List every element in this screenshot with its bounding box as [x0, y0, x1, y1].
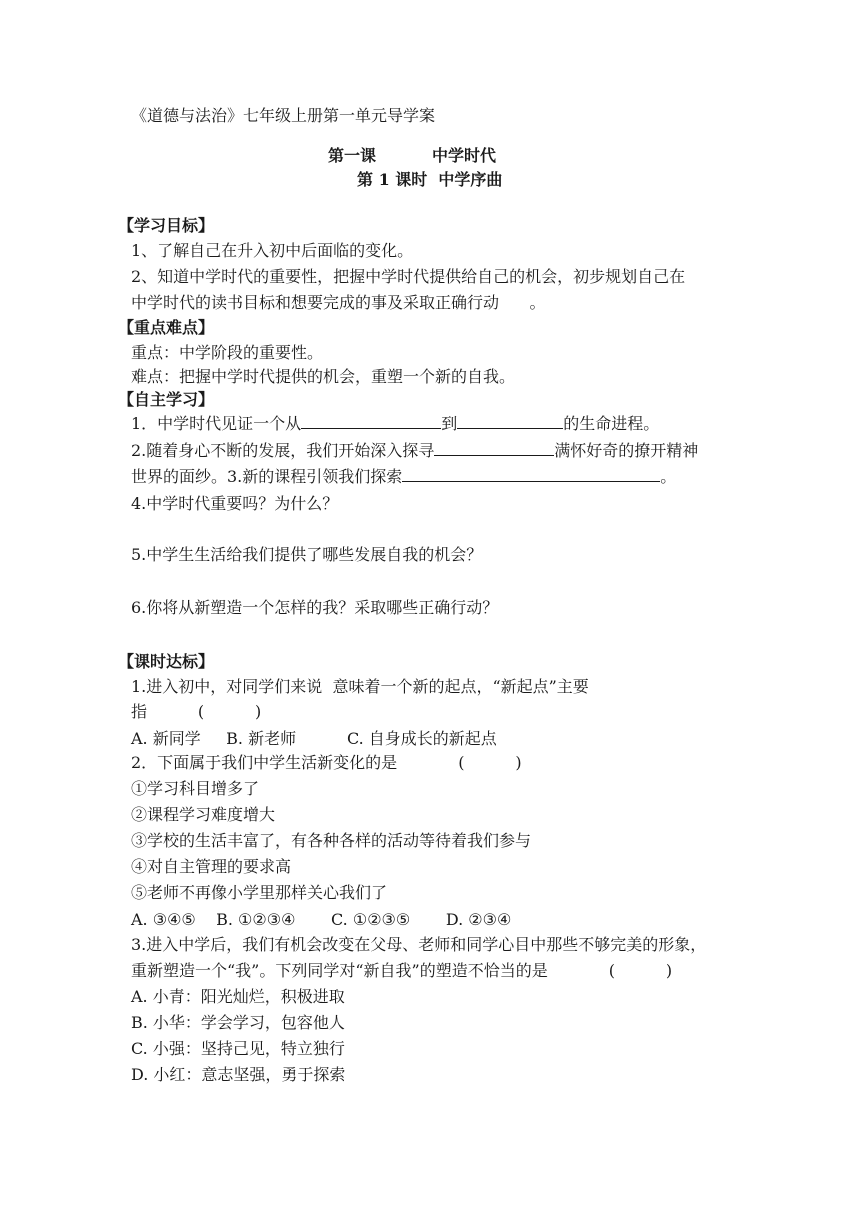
practice-q1-stem: 1.进入初中，对同学们来说 意味着一个新的起点，“新起点”主要 [131, 677, 589, 696]
self-study-q6: 6.你将从新塑造一个怎样的我？采取哪些正确行动？ [131, 598, 499, 617]
practice-q2-item: ③学校的生活丰富了，有各种各样的活动等待着我们参与 [131, 831, 532, 850]
practice-q3-stem-continued: 重新塑造一个“我”。下列同学对“新自我”的塑造不恰当的是 ( ) [131, 961, 673, 980]
q1-text-a: 1．中学时代见证一个从 [131, 414, 302, 433]
practice-q2-options: A. ③④⑤ B. ①②③④ C. ①②③⑤ D. ②③④ [131, 910, 512, 929]
period-title: 第 1 课时 中学序曲 [357, 170, 503, 189]
practice-q2-stem: 2．下面属于我们中学生活新变化的是 ( ) [131, 753, 522, 772]
self-study-q1 [131, 414, 659, 434]
fill-blank[interactable] [402, 467, 660, 482]
practice-q1-options: A. 新同学 B. 新老师 C. 自身成长的新起点 [131, 729, 497, 748]
goal-item-continued: 中学时代的读书目标和想要完成的事及采取正确行动 。 [131, 293, 546, 312]
q2-text-b: 满怀好奇的撩开精神 [554, 441, 699, 460]
section-heading-key: 【重点难点】 [118, 318, 215, 337]
fill-blank[interactable] [434, 441, 554, 456]
q2-text-c: 世界的面纱。3.新的课程引领我们探索 [131, 467, 403, 486]
section-heading-goals: 【学习目标】 [118, 216, 215, 235]
practice-q2-item: ④对自主管理的要求高 [131, 857, 292, 876]
lesson-name: 中学时代 [432, 146, 497, 165]
practice-q1-stem-continued: 指 ( ) [131, 702, 262, 721]
self-study-q2-q3 [131, 467, 676, 487]
practice-q2-item: ①学习科目增多了 [131, 779, 260, 798]
q2-text-d: 。 [660, 467, 677, 486]
goal-item: 2、知道中学时代的重要性，把握中学时代提供给自己的机会，初步规划自己在 [131, 267, 686, 286]
self-study-q5: 5.中学生生活给我们提供了哪些发展自我的机会？ [131, 545, 483, 564]
goal-item: 1、了解自己在升入初中后面临的变化。 [131, 241, 414, 260]
q1-text-c: 的生命进程。 [563, 414, 660, 433]
fill-blank[interactable] [457, 414, 563, 429]
practice-q3-option: D. 小红：意志坚强，勇于探索 [131, 1065, 346, 1084]
practice-q3-option: C. 小强：坚持己见，特立独行 [131, 1039, 345, 1058]
document-title: 《道德与法治》七年级上册第一单元导学案 [131, 106, 436, 125]
q1-text-b: 到 [441, 414, 458, 433]
practice-q2-item: ②课程学习难度增大 [131, 805, 276, 824]
practice-q3-option: B. 小华：学会学习，包容他人 [131, 1013, 345, 1032]
section-heading-self-study: 【自主学习】 [118, 390, 215, 409]
fill-blank[interactable] [301, 414, 441, 429]
self-study-q4: 4.中学时代重要吗？为什么？ [131, 494, 339, 513]
practice-q3-stem: 3.进入中学后，我们有机会改变在父母、老师和同学心目中那些不够完美的形象， [131, 935, 707, 954]
self-study-q2 [131, 441, 698, 461]
key-focus: 重点：中学阶段的重要性。 [131, 343, 324, 362]
key-difficulty: 难点：把握中学时代提供的机会，重塑一个新的自我。 [131, 367, 516, 386]
section-heading-practice: 【课时达标】 [118, 652, 215, 671]
q2-text-a: 2.随着身心不断的发展，我们开始深入探寻 [131, 441, 435, 460]
lesson-number: 第一课 [328, 146, 377, 165]
practice-q2-item: ⑤老师不再像小学里那样关心我们了 [131, 883, 388, 902]
practice-q3-option: A. 小青：阳光灿烂，积极进取 [131, 987, 345, 1006]
